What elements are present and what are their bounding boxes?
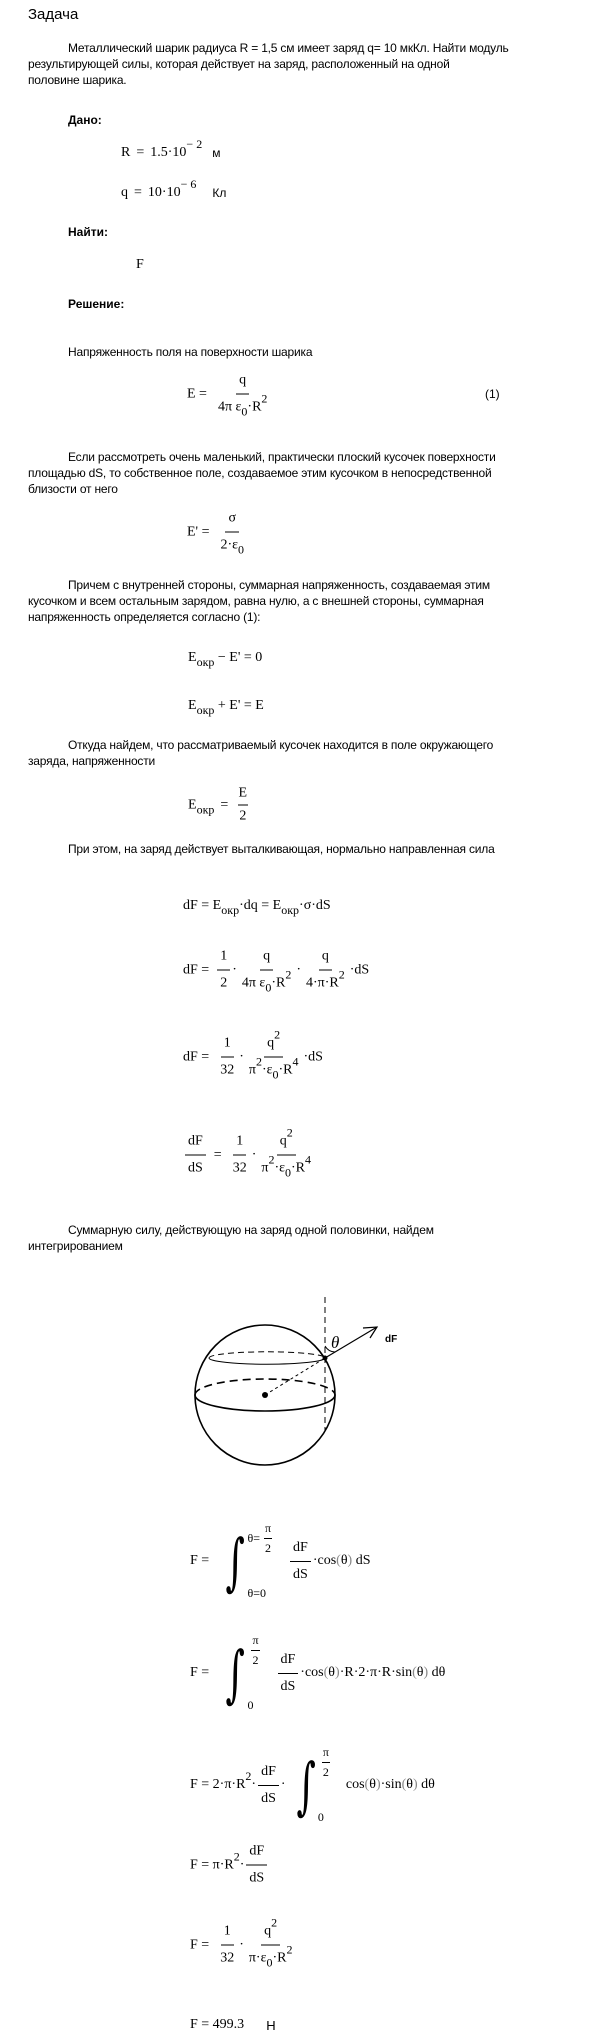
math-part xyxy=(217,949,230,992)
math-part: ∫ xyxy=(225,1524,246,1598)
math-token: cos xyxy=(345,1777,365,1792)
math-token: 2 xyxy=(286,1942,293,1957)
math-part xyxy=(261,1915,280,1946)
math-part xyxy=(185,1134,206,1177)
result-force xyxy=(190,2017,276,2033)
math-token: dθ xyxy=(428,1665,446,1680)
math-token: ·σ·dS xyxy=(299,898,331,913)
math-token: · xyxy=(239,1857,245,1872)
math-part xyxy=(290,1540,311,1583)
math-token: π·ε xyxy=(248,1950,267,1966)
math-part xyxy=(264,1027,283,1058)
math-token: q xyxy=(319,949,332,971)
subscript-okr: окр xyxy=(281,903,300,918)
math-token: dθ xyxy=(417,1777,435,1792)
math-token: 32 xyxy=(220,1950,235,1966)
math-token: ·R·2·π·R·sin xyxy=(339,1665,413,1680)
math-part xyxy=(258,1125,314,1180)
math-token: θ xyxy=(328,1665,336,1680)
math-part: ) xyxy=(375,1777,381,1792)
math-token: 2 xyxy=(220,975,228,991)
math-part xyxy=(318,1745,334,1825)
equation-force-2: F = $\frac{1}{32}$ · $\frac{q^2}{\pi\cdot\varepsilon_0\cdot R^2}$ xyxy=(190,1924,297,1967)
math-part xyxy=(246,1027,302,1082)
exponent: − 2 xyxy=(186,137,203,152)
math-token: F = xyxy=(190,1937,210,1952)
math-token: − E' = 0 xyxy=(214,650,263,665)
math-token: кусочком и всем остальным зарядом, равна нулю, а с внешней стороны, суммарная xyxy=(28,594,484,608)
math-token: Откуда найдем, что рассматриваемый кусочек находится в поле окружающего xyxy=(68,738,494,752)
math-part xyxy=(28,577,614,593)
math-token: ·R xyxy=(272,1950,287,1966)
lhs: E = xyxy=(187,386,207,401)
math-token: dF = xyxy=(183,1049,210,1064)
math-token: 0 xyxy=(285,1165,291,1180)
equation-integral-2 xyxy=(190,1633,445,1713)
mantissa: 10·10 xyxy=(147,185,181,200)
eq: = xyxy=(134,185,142,200)
math-part xyxy=(248,1521,277,1601)
math-token: F = xyxy=(190,1553,210,1568)
math-part xyxy=(303,967,348,992)
math-token: dS xyxy=(280,1678,296,1694)
equation-number: (1) xyxy=(485,387,500,401)
result-value: F = 499.3 xyxy=(190,2017,245,2032)
math-token: ·sin xyxy=(380,1777,402,1792)
math-token: θ= xyxy=(247,1531,261,1545)
math-token: dF xyxy=(278,1652,299,1674)
math-token: 0 xyxy=(317,1810,324,1824)
math-token: θ xyxy=(340,1553,348,1568)
math-token: q xyxy=(264,1923,272,1939)
numerator: q xyxy=(236,373,249,395)
math-part xyxy=(290,1745,342,1825)
latitude-front xyxy=(209,1358,325,1364)
math-part: ) xyxy=(335,1665,340,1680)
math-token: θ xyxy=(416,1665,424,1680)
latitude-back xyxy=(209,1352,325,1358)
math-token: dF xyxy=(246,1844,267,1866)
equation-own-field xyxy=(187,510,249,557)
math-part xyxy=(217,533,247,557)
math-token: 32 xyxy=(220,1062,235,1078)
math-token: Если рассмотреть очень маленький, практически плоский кусочек поверхности xyxy=(68,450,496,464)
exponent: − 6 xyxy=(180,177,197,192)
math-token: Суммарную силу, действующую на заряд одной половинки, найдем xyxy=(68,1223,434,1237)
math-token: 4·π·R xyxy=(305,975,339,991)
math-part xyxy=(195,1297,377,1465)
math-token: напряженность определяется согласно (1): xyxy=(28,610,261,624)
math-token: ·dq = E xyxy=(239,898,282,913)
center-point xyxy=(262,1392,268,1398)
math-token: 2 xyxy=(268,1152,275,1167)
math-token: ·dS xyxy=(349,962,370,977)
paragraph xyxy=(28,1222,614,1254)
fraction xyxy=(217,510,247,557)
math-token: 0 xyxy=(238,542,245,557)
equation-outside xyxy=(188,698,264,718)
equation-inside xyxy=(188,650,263,670)
math-part: ( xyxy=(401,1777,407,1792)
math-token: dS xyxy=(188,1160,203,1176)
math-token: 1 xyxy=(221,1036,234,1058)
math-token: · xyxy=(280,1777,286,1792)
math-token: F = xyxy=(190,1665,210,1680)
math-part xyxy=(219,1633,271,1713)
equation-force-1 xyxy=(190,1844,269,1887)
math-token: 1 xyxy=(233,1134,246,1156)
math-token: F = 2·π·R xyxy=(190,1777,246,1792)
math-token: 2 xyxy=(255,1054,262,1069)
math-token: ·R xyxy=(271,975,286,991)
paragraph xyxy=(28,577,614,625)
math-token: 2 xyxy=(286,1125,293,1140)
math-token: близости от него xyxy=(28,482,118,496)
math-token: E xyxy=(188,698,197,713)
document-title: Задача xyxy=(28,6,79,23)
math-token: 0 xyxy=(266,1955,273,1970)
math-token: интегрированием xyxy=(28,1239,123,1253)
math-part xyxy=(246,1844,267,1887)
result-unit: Н xyxy=(266,2017,276,2033)
math-token: σ xyxy=(225,511,239,533)
math-token: ·ε xyxy=(261,1062,273,1078)
math-part: ( xyxy=(412,1665,417,1680)
math-token: 4 xyxy=(305,1152,311,1167)
math-part xyxy=(28,449,614,465)
math-token: dF xyxy=(185,1134,206,1156)
math-part xyxy=(278,1652,299,1695)
integral xyxy=(219,1521,284,1601)
equation-dF-3: dF = $\frac{1}{32}$ · $\frac{q^2}{\pi^2\cdot\varepsilon_0\cdot R^4}$ ·dS xyxy=(183,1027,323,1082)
surface-point xyxy=(323,1356,328,1361)
eq: = xyxy=(136,145,145,160)
math-token: 2·ε xyxy=(220,537,239,553)
math-token: 0 xyxy=(247,1698,254,1712)
force-label: dF xyxy=(385,1334,398,1345)
math-token: 1 xyxy=(221,1924,234,1946)
math-token: ( xyxy=(336,1553,341,1568)
math-token: θ=0 xyxy=(247,1586,267,1600)
text: Напряженность поля на поверхности шарика xyxy=(68,345,313,359)
math-token: 4π ε xyxy=(241,975,266,991)
math-token: При этом, на заряд действует выталкивающая, нормально направленная сила xyxy=(68,842,495,856)
mantissa: 1.5·10 xyxy=(150,145,187,160)
math-part xyxy=(28,737,614,753)
math-part xyxy=(303,949,348,992)
math-part xyxy=(217,1036,237,1079)
math-token: · xyxy=(251,1777,257,1792)
math-token: ·R xyxy=(291,1160,305,1176)
subscript-okr: окр xyxy=(196,655,215,670)
math-token: + E' = E xyxy=(214,698,264,713)
solution-heading: Решение: xyxy=(68,297,125,311)
given-heading: Дано: xyxy=(68,113,102,127)
math-token: π xyxy=(248,1062,256,1078)
math-part xyxy=(277,1125,296,1156)
fraction xyxy=(236,786,249,825)
math-token: 4π ε xyxy=(217,399,242,415)
math-token: ·dS xyxy=(303,1049,323,1064)
math-token: dS xyxy=(293,1566,308,1582)
math-token: dF = E xyxy=(183,898,222,913)
math-token: = xyxy=(220,797,229,812)
math-token: π xyxy=(322,1745,330,1763)
math-token: dS xyxy=(261,1790,276,1806)
math-token: q xyxy=(260,949,273,971)
math-token: 4 xyxy=(292,1054,299,1069)
paragraph xyxy=(28,344,614,360)
math-token: θ xyxy=(369,1777,376,1792)
math-part xyxy=(320,1745,332,1780)
fraction xyxy=(215,372,270,419)
given-charge xyxy=(121,177,227,201)
math-token: 2 xyxy=(274,1027,281,1042)
math-token: dS xyxy=(249,1870,265,1886)
math-token: ·R xyxy=(278,1062,293,1078)
problem-line: результирующей силы, которая действует на заряд, расположенный на одной xyxy=(28,57,450,71)
subscript-okr: окр xyxy=(221,903,240,918)
math-token: ·cos xyxy=(300,1665,324,1680)
equation-dF-dS: $\frac{dF}{dS}$ = $\frac{1}{32}$ · $\frac{q^2}{\pi^2\cdot\varepsilon_0\cdot R^4}$ xyxy=(183,1134,316,1177)
paragraph xyxy=(28,449,614,497)
paragraph xyxy=(28,737,614,769)
equation-dF-2: dF = $\frac{1}{2}$ · $\frac{q}{4\pi \varepsilon_0\cdot R^2}$ · $\frac{q}{4\cdot\pi\cdot R^2}$ ·dS xyxy=(183,948,370,995)
math-part xyxy=(262,1521,274,1556)
math-token: E xyxy=(188,797,197,812)
math-token: ·cos xyxy=(312,1553,337,1568)
equation-dF-1 xyxy=(183,898,331,918)
math-token: dF = xyxy=(183,962,210,977)
math-part: ∫ xyxy=(225,1636,246,1710)
math-part xyxy=(248,1633,264,1713)
math-token: площадью dS, то собственное поле, создаваемое этим кусочком в непосредственной xyxy=(28,466,492,480)
math-token: 2 xyxy=(322,1765,329,1779)
math-token: 2 xyxy=(338,967,345,982)
math-token: заряда, напряженности xyxy=(28,754,156,768)
equation-field-surface xyxy=(187,372,272,419)
math-token: 2 xyxy=(271,1915,278,1930)
math-token: = xyxy=(213,1147,222,1162)
subscript-okr: окр xyxy=(196,703,215,718)
math-part xyxy=(258,1764,279,1807)
denominator xyxy=(215,391,270,419)
math-token: 2 xyxy=(265,1541,272,1555)
equation-surrounding-field xyxy=(188,786,251,825)
math-part xyxy=(239,948,294,995)
math-token: ·R xyxy=(247,399,262,415)
math-token: dS xyxy=(352,1553,371,1568)
math-part: ) xyxy=(423,1665,429,1680)
math-part xyxy=(250,1633,262,1668)
math-token: 2 xyxy=(285,967,292,982)
paragraph xyxy=(28,841,614,857)
math-part xyxy=(246,1915,296,1970)
sphere-figure xyxy=(180,1290,420,1470)
subscript-okr: окр xyxy=(196,802,215,817)
problem-line: Металлический шарик радиуса R = 1,5 см имеет заряд q= 10 мкКл. Найти модуль xyxy=(68,41,509,55)
equation-integral-3 xyxy=(190,1745,435,1825)
math-token: 2 xyxy=(233,1849,240,1864)
math-token: 32 xyxy=(232,1160,247,1176)
math-part: ∫ xyxy=(296,1748,316,1822)
math-token: E xyxy=(238,786,249,806)
math-token: ·ε xyxy=(274,1160,285,1176)
math-part xyxy=(246,1942,296,1970)
problem-statement xyxy=(28,40,614,88)
math-token: 0 xyxy=(272,1067,279,1082)
math-token: F = π·R xyxy=(190,1857,234,1872)
math-token: 2 xyxy=(252,1653,259,1667)
unit: м xyxy=(212,146,221,160)
find-heading: Найти: xyxy=(68,225,108,239)
math-token: E xyxy=(188,650,197,665)
math-token: q xyxy=(267,1035,275,1051)
math-part: ( xyxy=(364,1777,370,1792)
math-part: ) xyxy=(413,1777,418,1792)
math-part xyxy=(246,1054,302,1082)
math-part xyxy=(230,1134,250,1177)
math-part xyxy=(28,40,614,56)
math-token: 2 xyxy=(245,1769,252,1784)
math-token: dF xyxy=(258,1764,279,1786)
math-part xyxy=(217,1924,237,1967)
math-part xyxy=(258,1152,314,1180)
unit: Кл xyxy=(212,186,227,200)
math-token: 2 xyxy=(261,391,268,406)
math-token: E' = xyxy=(187,524,210,539)
math-token: q xyxy=(279,1133,287,1149)
math-part xyxy=(28,1222,614,1238)
var: R xyxy=(121,145,131,160)
math-token: ) xyxy=(347,1553,353,1568)
math-token: 0 xyxy=(241,404,248,419)
angle-label: θ xyxy=(331,1333,340,1352)
math-token: θ xyxy=(406,1777,413,1792)
given-radius xyxy=(121,137,221,161)
math-token: 2 xyxy=(239,808,247,824)
math-part xyxy=(248,1521,277,1556)
math-token: 0 xyxy=(265,980,272,995)
math-part: ( xyxy=(323,1665,329,1680)
math-token: dF xyxy=(290,1540,311,1562)
math-token: Причем с внутренней стороны, суммарная напряженность, создаваемая этим xyxy=(68,578,490,592)
var: q xyxy=(121,185,128,200)
find-variable: F xyxy=(136,257,144,272)
problem-line: половине шарика. xyxy=(28,73,127,87)
equation-integral-1 xyxy=(190,1521,371,1601)
math-part xyxy=(239,967,294,995)
math-token: π xyxy=(251,1633,259,1651)
math-token: π xyxy=(261,1160,269,1176)
math-token: π xyxy=(264,1521,272,1539)
math-token: 1 xyxy=(217,949,230,971)
